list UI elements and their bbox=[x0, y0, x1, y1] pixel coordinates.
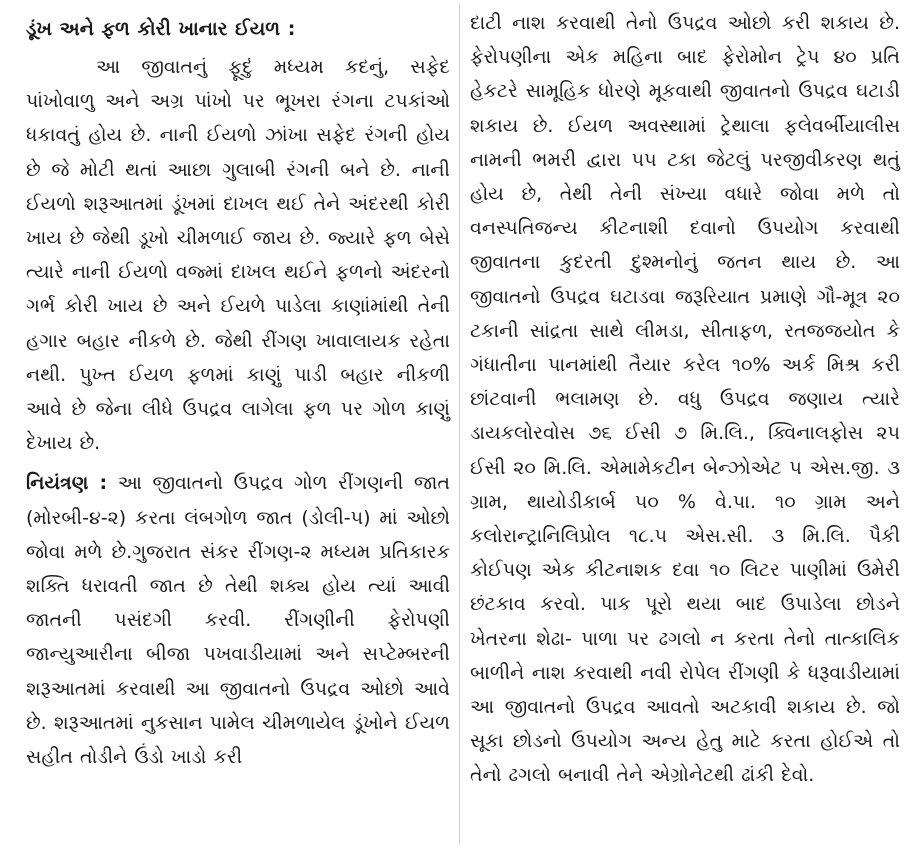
column-divider bbox=[459, 4, 460, 844]
section-heading-fruit-borer: ડૂંખ અને ફળ કોરી ખાનાર ઈયળ : bbox=[26, 18, 296, 40]
right-column bbox=[470, 6, 900, 793]
description-text: આ જીવાતનું ફૂદું મધ્યમ કદનું, સફેદ પાંખોવાળુ અને અગ્ર પાંખો પર ભૂખરા રંગના ટપકાંઓ ધકાવતું હોય છે. નાની ઈયળો ઝાંખા સફેદ રંગની હોય છે જે મોટી થતાં આછા ગુલાબી રંગની બને છે. નાની ઈયળો શરૂઆતમાં ડૂંખમાં દાખલ થઈ તેને અંદરથી કોરી ખાય છે જેથી ડૂખો ચીમળાઈ જાય છે. જ્યારે ફળ બેસે ત્યારે નાની ઈયળો વજ્માં દાખલ થઈને ફળનો અંદરનો ગર્ભ કોરી ખાય છે અને ઈયળે પાડેલા કાણાંમાંથી તેની હગાર બહાર નીકળે છે. જેથી રીંગણ ખાવાલાયક રહેતા નથી. પુખ્ત ઈયળ ફળમાં કાણું પાડી બહાર નીકળી આવે છે જેના લીધે ઉપદ્રવ લાગેલા ફળ પર ગોળ કાણું દેખાય છે. bbox=[26, 56, 450, 455]
control-label: નિયંત્રણ : bbox=[26, 472, 108, 495]
continued-paragraph: દાટી નાશ કરવાથી તેનો ઉપદ્રવ ઓછો કરી શકાય છે. ફેરોપણીના એક મહિના બાદ ફેરોમોન ટ્રેપ ૪૦ પ્રતિ હેકટરે સામૂહિક ધોરણે મૂકવાથી જીવાતનો ઉપદ્રવ ઘટાડી શકાય છે. ઈયળ અવસ્થામાં ટ્રેથાલા ફલેવર્બીયાલીસ નામની ભમરી દ્વારા ૫૫ ટકા જેટલું પરજીવીકરણ થતું હોય છે, તેથી તેની સંખ્યા વધારે જોવા મળે તો વનસ્પતિજન્ય કીટનાશી દવાનો ઉપયોગ કરવાથી જીવાતના કુદરતી દુશ્મનોનું જતન થાય છે. આ જીવાતનો ઉપદ્રવ ઘટાડવા જરૂરિયાત પ્રમાણે ગૌ-મૂત્ર ૨૦ ટકાની સાંદ્રતા સાથે લીમડા, સીતાફળ, રતજજયોત કે ગંધાતીના પાનમાંથી તૈયાર કરેલ ૧૦% અર્ક મિશ્ર કરી છાંટવાની ભલામણ છે. વધુ ઉપદ્રવ જણાય ત્યારે ડાયકલોરવોસ ૭૬ ઈસી ૭ મિ.લિ., ક્વિનાલફોસ ૨૫ ઈસી ૨૦ મિ.લિ. એમામેકટીન બેન્ઝોએટ ૫ એસ.જી. ૩ ગ્રામ, થાયોડીકાર્બ ૫૦ % વે.પા. ૧૦ ગ્રામ અને કલોરાન્ટ્રાનિલિપ્રોલ ૧૮.૫ એસ.સી. ૩ મિ.લિ. પૈકી કોઈપણ એક કીટનાશક દવા ૧૦ લિટર પાણીમાં ઉમેરી છંટકાવ કરવો. પાક પૂરો થયા બાદ ઉપાડેલા છોડને ખેતરના શેઢા- પાળા પર ઢગલો ન કરતા તેનો તાત્કાલિક બાળીને નાશ કરવાથી નવી રોપેલ રીંગણી કે ધરૂવાડીયામાં આ જીવાતનો ઉપદ્રવ આવતો અટકાવી શકાય છે. જો સૂકા છોડનો ઉપયોગ અન્ય હેતુ માટે કરતા હોઈએ તો તેનો ઢગલો બનાવી તેને એગ્રોનેટથી ઢાંકી દેવો. bbox=[470, 12, 900, 787]
control-text: આ જીવાતનો ઉપદ્રવ ગોળ રીંગણની જાત (મોરબી-૪-૨) કરતા લંબગોળ જાત (ડોલી-૫) માં ઓછો જોવા મળે છે.ગુજરાત સંકર રીંગણ-૨ મધ્યમ પ્રતિકારક શક્તિ ધરાવતી જાત છે તેથી શક્ય હોય ત્યાં આવી જાતની પસંદગી કરવી. રીંગણીની ફેરોપણી જાન્યુઆરીના બીજા પખવાડીયામાં અને સપ્ટેમ્બરની શરૂઆતમાં કરવાથી આ જીવાતનો ઉપદ્રવ ઓછો આવે છે. શરૂઆતમાં નુકસાન પામેલ ચીમળાયેલ ડૂંખોને ઈયળ સહીત તોડીને ઉંડો ખાડો કરી bbox=[26, 472, 451, 769]
description-paragraph bbox=[26, 50, 450, 460]
left-column bbox=[26, 14, 450, 774]
control-paragraph bbox=[26, 466, 450, 774]
